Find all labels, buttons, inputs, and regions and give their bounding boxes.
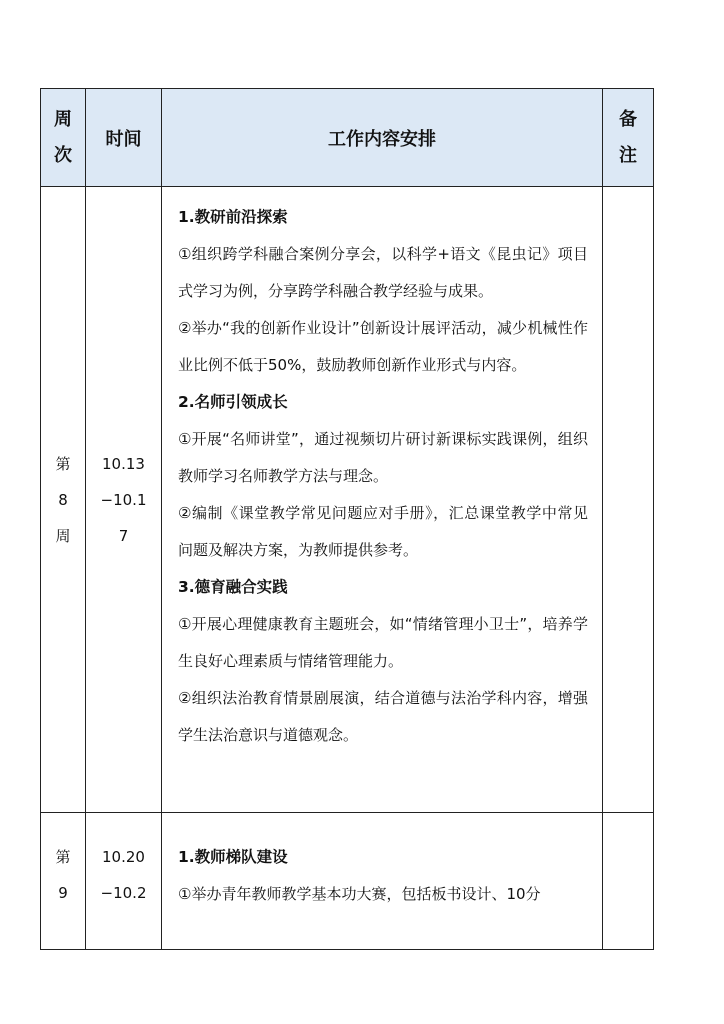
list-item: ①组织跨学科融合案例分享会，以科学+语文《昆虫记》项目式学习为例，分享跨学科融合教学经验与成果。 — [178, 245, 588, 300]
list-item: ①开展“名师讲堂”，通过视频切片研讨新课标实践课例，组织教师学习名师教学方法与理念。 — [178, 430, 588, 485]
list-item: ①举办青年教师教学基本功大赛，包括板书设计、10分 — [178, 885, 541, 903]
remark-cell — [603, 187, 654, 813]
list-item: ①开展心理健康教育主题班会，如“情绪管理小卫士”，培养学生良好心理素质与情绪管理能力。 — [178, 615, 588, 670]
header-week: 周 次 — [41, 89, 86, 187]
header-content: 工作内容安排 — [162, 89, 603, 187]
content-cell — [162, 187, 603, 813]
section-title: 1.教研前沿探索 — [178, 208, 288, 226]
section-title: 3.德育融合实践 — [178, 578, 288, 596]
remark-cell — [603, 813, 654, 950]
section-title: 2.名师引领成长 — [178, 393, 288, 411]
table-row — [41, 187, 654, 813]
table-header-row — [41, 89, 654, 187]
table-row — [41, 813, 654, 950]
work-schedule-table — [40, 88, 654, 950]
list-item: ②举办“我的创新作业设计”创新设计展评活动，减少机械性作业比例不低于50%，鼓励教师创新作业形式与内容。 — [178, 319, 588, 374]
week-cell: 第 9 — [41, 813, 86, 950]
date-cell: 10.13 −10.1 7 — [86, 187, 162, 813]
header-time: 时间 — [86, 89, 162, 187]
section-title: 1.教师梯队建设 — [178, 848, 288, 866]
list-item: ②编制《课堂教学常见问题应对手册》，汇总课堂教学中常见问题及解决方案，为教师提供参考。 — [178, 504, 588, 559]
content-cell — [162, 813, 603, 950]
date-cell: 10.20 −10.2 — [86, 813, 162, 950]
header-remark: 备 注 — [603, 89, 654, 187]
week-cell: 第 8 周 — [41, 187, 86, 813]
list-item: ②组织法治教育情景剧展演，结合道德与法治学科内容，增强学生法治意识与道德观念。 — [178, 689, 588, 744]
